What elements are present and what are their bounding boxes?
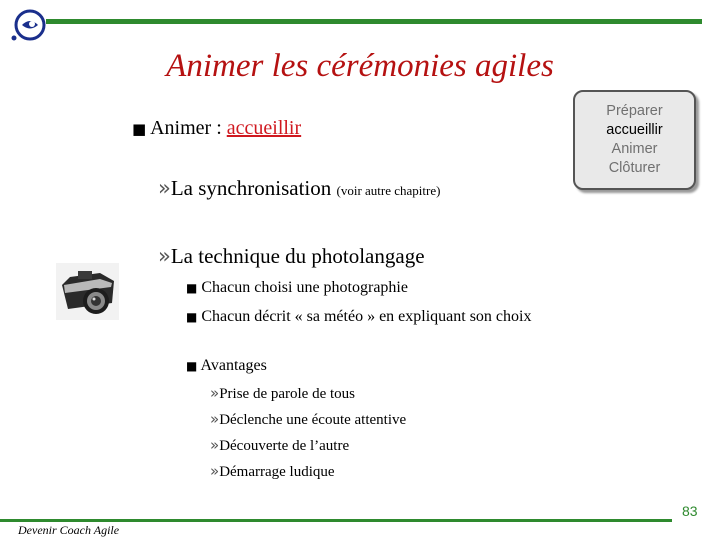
advantages-label: Avantages <box>200 357 267 374</box>
bullet-photolangage <box>158 244 425 269</box>
accueillir-link[interactable]: accueillir <box>226 117 302 139</box>
advantages-heading <box>186 357 267 375</box>
bullet-square: ■ <box>186 359 198 373</box>
bullet-synchronisation <box>158 176 440 201</box>
step-item <box>186 308 531 326</box>
bottom-rule <box>0 519 672 522</box>
top-rule <box>46 19 702 24</box>
step-text: Chacun décrit « sa météo » en expliquant son choix <box>201 308 532 325</box>
advantage-text: Découverte de l’autre <box>219 438 350 454</box>
phase-item-cloturer: Clôturer <box>608 160 661 176</box>
phase-item-animer: Animer <box>611 141 658 157</box>
raquo-bullet: » <box>158 244 171 268</box>
phase-box <box>573 90 696 190</box>
slide-title: Animer les cérémonies agiles <box>166 48 554 84</box>
advantage-item <box>210 384 355 403</box>
bullet-square: ■ <box>132 120 147 138</box>
bullet-square: ■ <box>186 281 198 295</box>
animer-prefix: Animer : <box>150 117 227 139</box>
raquo-bullet: » <box>210 462 220 480</box>
step-item <box>186 279 408 297</box>
step-text: Chacun choisi une photographie <box>201 279 408 296</box>
camera-icon <box>56 263 119 320</box>
bullet-animer <box>132 117 301 140</box>
technique-text: La technique du photolangage <box>170 244 425 268</box>
page-number: 83 <box>682 503 698 519</box>
sync-text: La synchronisation <box>170 176 337 200</box>
eclipse-logo-icon <box>8 8 52 44</box>
raquo-bullet: » <box>158 176 171 200</box>
sync-note: (voir autre chapitre) <box>336 183 441 198</box>
raquo-bullet: » <box>210 384 220 402</box>
advantage-text: Déclenche une écoute attentive <box>219 412 407 428</box>
advantage-text: Prise de parole de tous <box>219 386 355 402</box>
raquo-bullet: » <box>210 410 220 428</box>
footer-text: Devenir Coach Agile <box>18 523 120 537</box>
phase-item-preparer: Préparer <box>606 103 663 119</box>
phase-item-accueillir: accueillir <box>606 122 663 138</box>
advantage-text: Démarrage ludique <box>219 464 335 480</box>
advantage-item <box>210 410 406 429</box>
advantage-item <box>210 462 335 481</box>
advantage-item <box>210 436 349 455</box>
raquo-bullet: » <box>210 436 220 454</box>
bullet-square: ■ <box>186 310 198 324</box>
